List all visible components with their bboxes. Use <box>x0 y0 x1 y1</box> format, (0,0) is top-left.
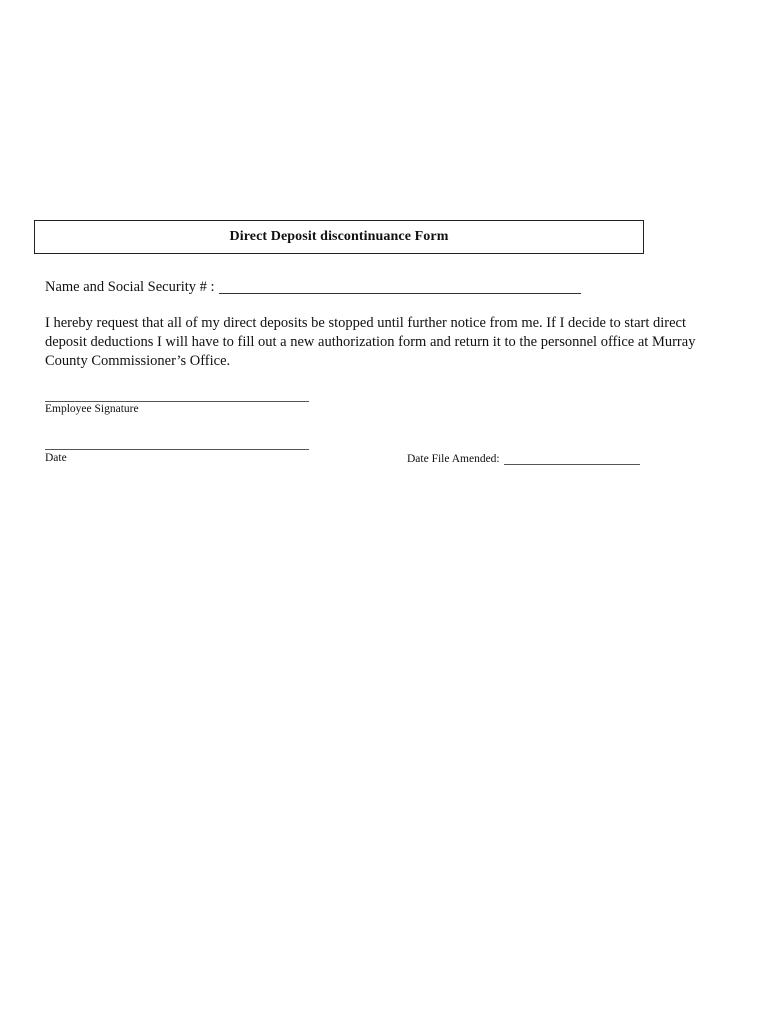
date-file-amended-field[interactable] <box>504 452 640 465</box>
form-title-box <box>34 220 644 254</box>
date-file-amended-label: Date File Amended: <box>407 453 500 465</box>
paragraph-line: I hereby request that all of my direct deposits be stopped until further notice from me. If I decide to start direct <box>45 315 687 331</box>
name-ssn-row <box>45 278 581 296</box>
form-title: Direct Deposit discontinuance Form <box>229 229 449 244</box>
paragraph-line: County Commissioner’s Office. <box>45 353 231 369</box>
date-file-amended-row <box>407 452 640 465</box>
employee-signature-label: Employee Signature <box>45 403 139 415</box>
paragraph-line: deposit deductions I will have to fill out a new authorization form and return it to the personnel office at Murray <box>45 334 696 350</box>
name-ssn-field[interactable] <box>219 278 581 294</box>
date-field[interactable] <box>45 449 309 450</box>
request-paragraph <box>45 314 735 371</box>
employee-signature-field[interactable] <box>45 401 309 402</box>
name-ssn-label: Name and Social Security # : <box>45 279 215 295</box>
date-label: Date <box>45 452 67 464</box>
